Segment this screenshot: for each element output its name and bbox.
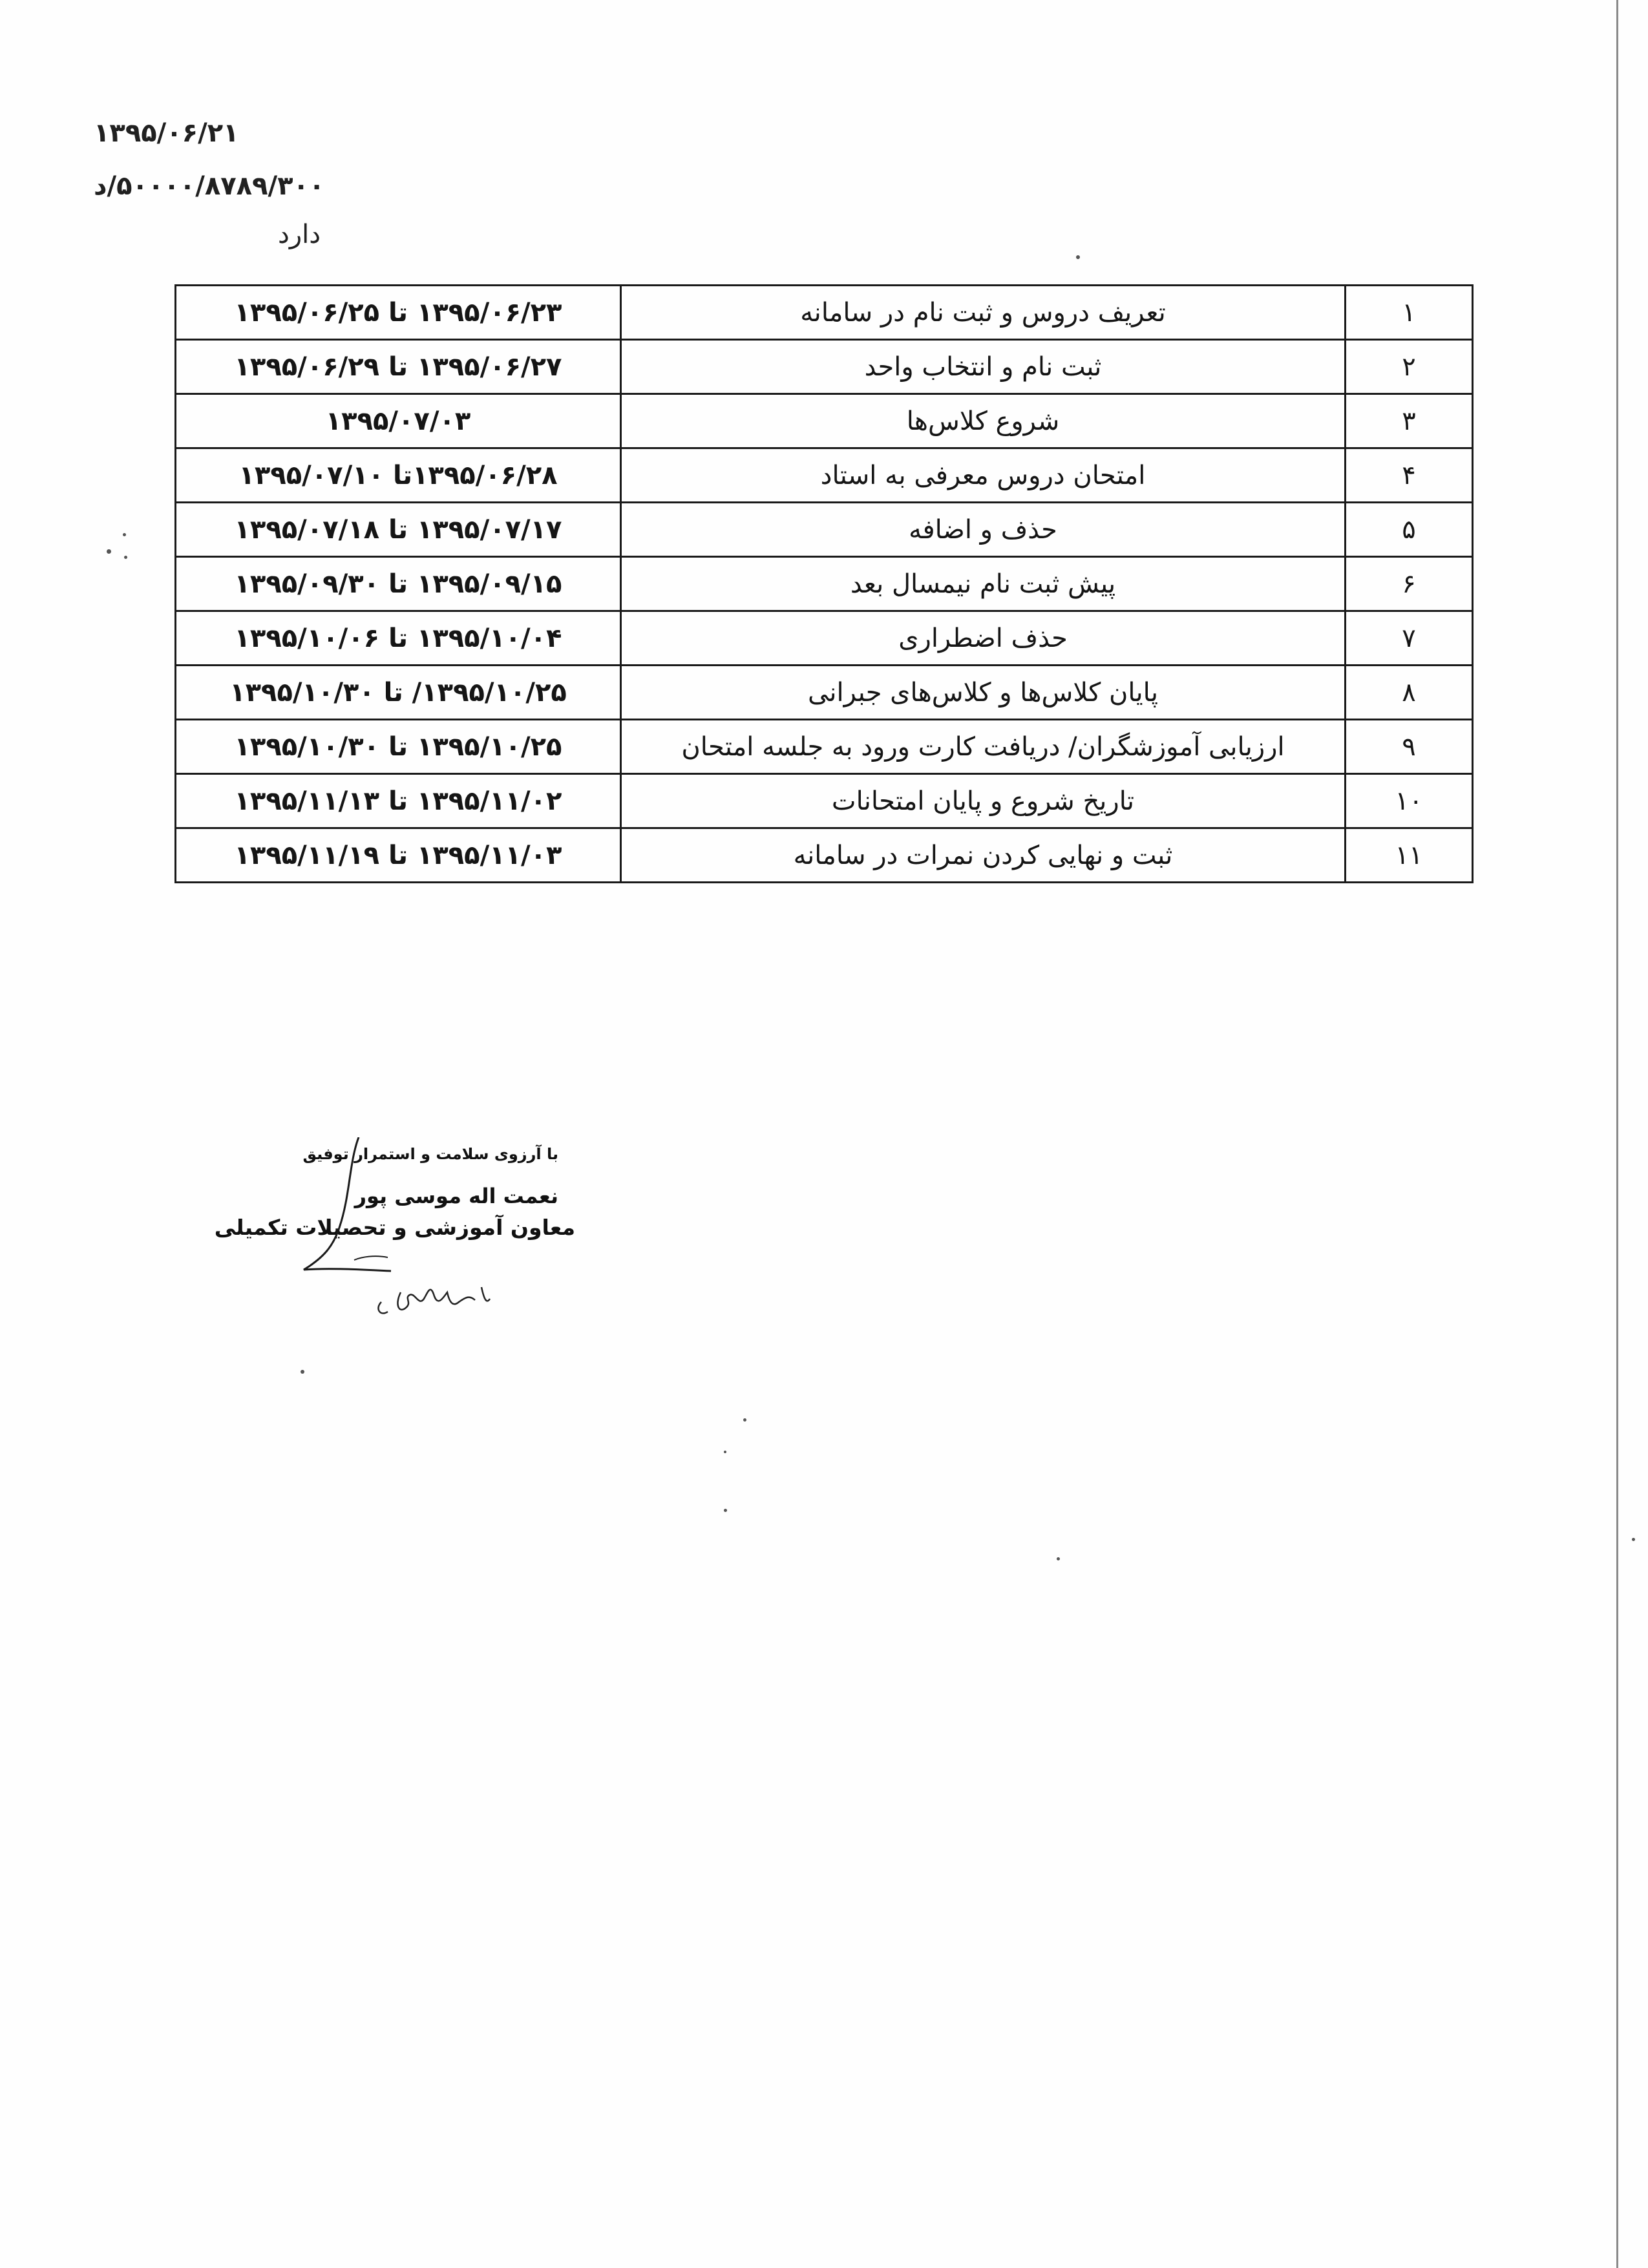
signatory-title: معاون آموزشی و تحصیلات تکمیلی [214, 1215, 575, 1240]
letter-date: ۱۳۹۵/۰۶/۲۱ [94, 118, 239, 148]
activity-cell: امتحان دروس معرفی به استاد [621, 448, 1346, 503]
row-number: ۲ [1346, 340, 1473, 394]
table-row [176, 666, 1473, 720]
activity-cell: شروع کلاس‌ها [621, 394, 1346, 448]
table-row [176, 611, 1473, 666]
row-number: ۱۱ [1346, 828, 1473, 883]
table-row [176, 774, 1473, 828]
activity-cell: ارزیابی آموزشگران/ دریافت کارت ورود به جلسه امتحان [621, 720, 1346, 774]
date-range-cell: ۱۳۹۵/۰۶/۲۷ تا ۱۳۹۵/۰۶/۲۹ [176, 340, 621, 394]
scan-speck [1057, 1557, 1060, 1560]
signature-block [214, 1137, 575, 1357]
table-row [176, 557, 1473, 611]
letter-reference-number: ۵۰۰۰۰/۸۷۸۹/۳۰۰/د [94, 171, 325, 201]
date-range-cell: ۱۳۹۵/۱۱/۰۳ تا ۱۳۹۵/۱۱/۱۹ [176, 828, 621, 883]
table-row [176, 448, 1473, 503]
scan-speck [301, 1370, 304, 1374]
row-number: ۱ [1346, 286, 1473, 340]
handwritten-signature [214, 1137, 575, 1357]
table-row [176, 340, 1473, 394]
row-number: ۸ [1346, 666, 1473, 720]
activity-cell: حذف اضطراری [621, 611, 1346, 666]
table-row [176, 720, 1473, 774]
closing-greeting: با آرزوی سلامت و استمرار توفیق [302, 1145, 558, 1163]
schedule-table [174, 284, 1474, 883]
date-range-cell: ۱۳۹۵/۱۱/۰۲ تا ۱۳۹۵/۱۱/۱۳ [176, 774, 621, 828]
date-range-cell: ۱۳۹۵/۰۶/۲۸تا ۱۳۹۵/۰۷/۱۰ [176, 448, 621, 503]
row-number: ۹ [1346, 720, 1473, 774]
activity-cell: ثبت و نهایی کردن نمرات در سامانه [621, 828, 1346, 883]
scan-speck [107, 549, 111, 554]
activity-cell: ثبت نام و انتخاب واحد [621, 340, 1346, 394]
table-row [176, 286, 1473, 340]
row-number: ۶ [1346, 557, 1473, 611]
scan-speck [1076, 255, 1080, 259]
row-number: ۷ [1346, 611, 1473, 666]
scan-page-edge [1616, 0, 1618, 2268]
scan-speck [743, 1418, 746, 1422]
date-range-cell: ۱۳۹۵/۰۶/۲۳ تا ۱۳۹۵/۰۶/۲۵ [176, 286, 621, 340]
scan-speck [724, 1509, 727, 1512]
date-range-cell: ۱۳۹۵/۱۰/۰۴ تا ۱۳۹۵/۱۰/۰۶ [176, 611, 621, 666]
scan-speck [1632, 1538, 1635, 1541]
activity-cell: تعریف دروس و ثبت نام در سامانه [621, 286, 1346, 340]
date-range-cell: ۱۳۹۵/۰۷/۰۳ [176, 394, 621, 448]
date-range-cell: ۱۳۹۵/۰۷/۱۷ تا ۱۳۹۵/۰۷/۱۸ [176, 503, 621, 557]
row-number: ۳ [1346, 394, 1473, 448]
scan-speck [724, 1451, 726, 1453]
date-range-cell: ۱۳۹۵/۰۹/۱۵ تا ۱۳۹۵/۰۹/۳۰ [176, 557, 621, 611]
letter-header [94, 113, 417, 255]
activity-cell: پایان کلاس‌ها و کلاس‌های جبرانی [621, 666, 1346, 720]
scan-speck [124, 556, 127, 559]
date-range-cell: ۱۳۹۵/۱۰/۲۵/ تا ۱۳۹۵/۱۰/۳۰ [176, 666, 621, 720]
row-number: ۱۰ [1346, 774, 1473, 828]
date-range-cell: ۱۳۹۵/۱۰/۲۵ تا ۱۳۹۵/۱۰/۳۰ [176, 720, 621, 774]
activity-cell: پیش ثبت نام نیمسال بعد [621, 557, 1346, 611]
signatory-name: نعمت اله موسی پور [354, 1184, 558, 1208]
row-number: ۵ [1346, 503, 1473, 557]
scan-speck [123, 533, 126, 536]
activity-cell: حذف و اضافه [621, 503, 1346, 557]
activity-cell: تاریخ شروع و پایان امتحانات [621, 774, 1346, 828]
table-row [176, 828, 1473, 883]
row-number: ۴ [1346, 448, 1473, 503]
letter-attachment-status: دارد [278, 220, 321, 249]
table-row [176, 503, 1473, 557]
table-row [176, 394, 1473, 448]
